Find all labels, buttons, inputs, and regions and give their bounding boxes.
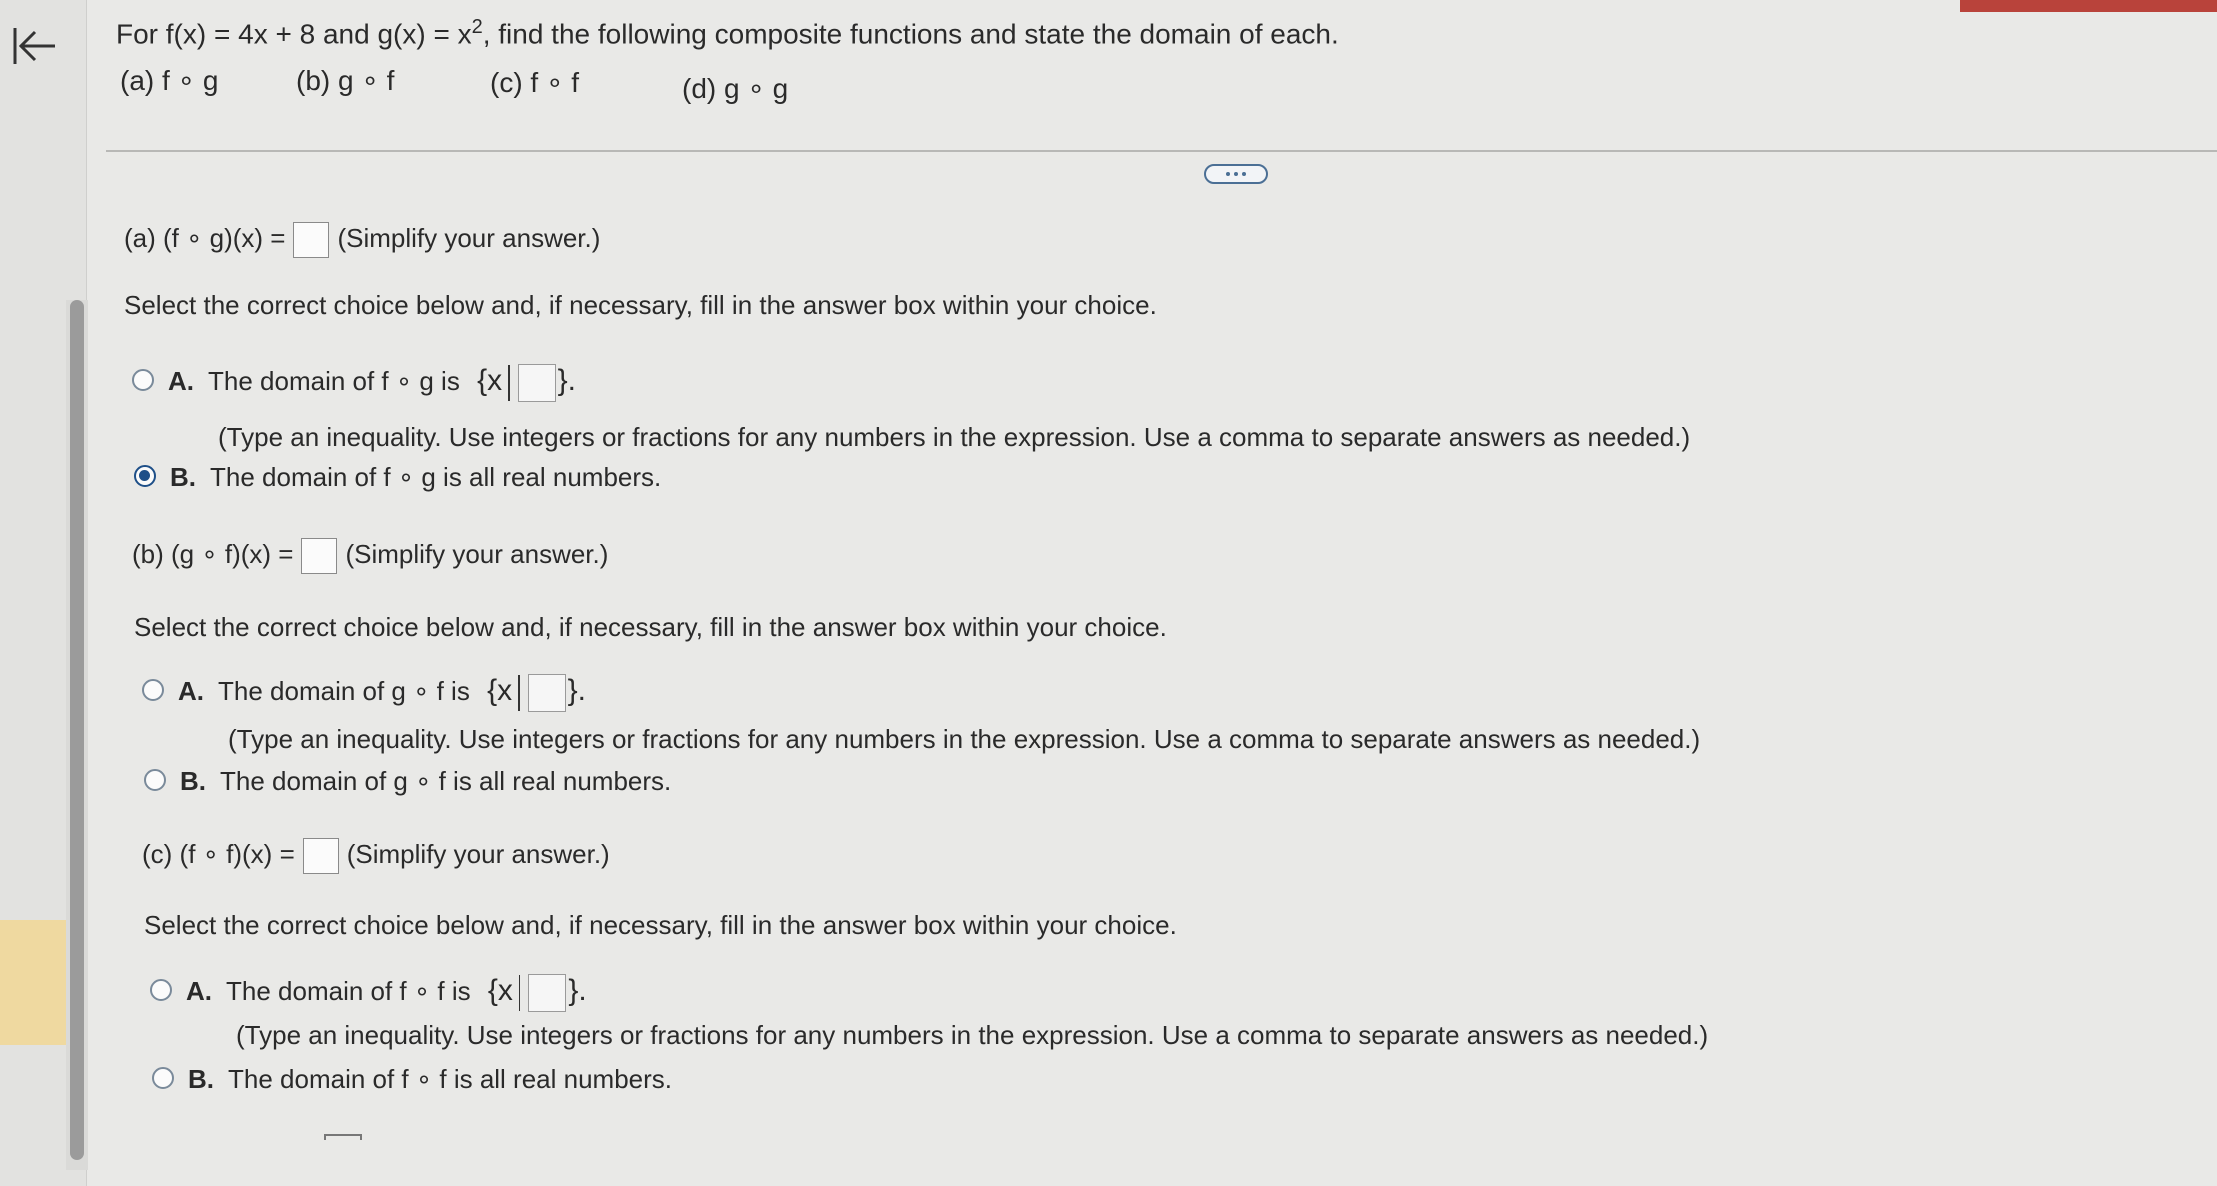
section-c-instruction: Select the correct choice below and, if necessary, fill in the answer box within your choice.	[144, 910, 1177, 940]
prompt-label: (a) (f ∘ g)(x) =	[124, 222, 286, 253]
problem-prefix: For f(x) = 4x + 8 and g(x) = x	[116, 18, 472, 50]
section-a-choice-a[interactable]	[132, 364, 576, 402]
answer-box-fof[interactable]	[303, 838, 339, 874]
set-close: }.	[568, 974, 587, 1007]
radio-b-fog[interactable]	[134, 465, 156, 487]
part-a-label: (a) f ∘ g	[120, 65, 219, 96]
section-b-note: (Type an inequality. Use integers or fractions for any numbers in the expression. Use a comma to separate answers as needed.)	[228, 724, 1701, 754]
scrollbar-thumb[interactable]	[70, 300, 84, 1160]
domain-input-fog[interactable]	[518, 364, 556, 402]
divider	[106, 150, 2217, 152]
answer-box-gof[interactable]	[301, 538, 337, 574]
dot-icon	[1234, 172, 1238, 176]
hint-text: (Simplify your answer.)	[337, 222, 601, 253]
set-close: }.	[557, 364, 576, 397]
set-bar	[518, 675, 520, 711]
section-c-choice-b[interactable]	[152, 1064, 672, 1095]
problem-statement	[116, 16, 1339, 50]
prompt-label: (c) (f ∘ f)(x) =	[142, 838, 295, 869]
section-c-prompt	[142, 838, 610, 874]
radio-a-fog[interactable]	[132, 369, 154, 391]
hint-text: (Simplify your answer.)	[346, 838, 610, 869]
domain-input-fof[interactable]	[528, 974, 566, 1012]
radio-a-gof[interactable]	[142, 679, 164, 701]
choice-letter: B.	[170, 462, 196, 492]
section-b-choice-b[interactable]	[144, 766, 671, 797]
set-open: {x	[487, 974, 513, 1007]
section-a-note: (Type an inequality. Use integers or fractions for any numbers in the expression. Use a comma to separate answers as needed.)	[218, 422, 1691, 452]
section-b-choice-a[interactable]	[142, 674, 586, 712]
set-open: {x	[477, 364, 503, 397]
section-b-prompt	[132, 538, 608, 574]
choice-letter: B.	[180, 766, 206, 796]
radio-b-fof[interactable]	[152, 1067, 174, 1089]
set-open: {x	[487, 674, 513, 707]
section-c-note: (Type an inequality. Use integers or fractions for any numbers in the expression. Use a comma to separate answers as needed.)	[236, 1020, 1709, 1050]
part-c-label: (c) f ∘ f	[490, 67, 580, 98]
dot-icon	[1226, 172, 1230, 176]
problem-suffix: , find the following composite functions and state the domain of each.	[482, 18, 1339, 50]
set-close: }.	[567, 674, 586, 707]
radio-a-fof[interactable]	[150, 979, 172, 1001]
answer-box-fog[interactable]	[293, 222, 329, 258]
top-accent-bar	[1960, 0, 2217, 12]
part-b-label: (b) g ∘ f	[296, 65, 395, 96]
set-bar	[508, 365, 510, 401]
choice-text: The domain of g ∘ f is	[218, 676, 470, 706]
section-a-choice-b[interactable]	[134, 462, 661, 493]
choice-letter: A.	[168, 366, 194, 396]
section-a-prompt	[124, 222, 600, 258]
choice-text: The domain of f ∘ g is	[208, 366, 460, 396]
more-options-button[interactable]	[1204, 164, 1268, 184]
choice-text: The domain of f ∘ f is all real numbers.	[228, 1064, 673, 1094]
choice-text: The domain of f ∘ g is all real numbers.	[210, 462, 662, 492]
arrow-left-to-bar-icon	[9, 24, 59, 68]
domain-input-gof[interactable]	[528, 674, 566, 712]
left-rail	[0, 0, 87, 1186]
choice-text: The domain of g ∘ f is all real numbers.	[220, 766, 672, 796]
section-c-choice-a[interactable]	[150, 974, 587, 1012]
prompt-label: (b) (g ∘ f)(x) =	[132, 538, 294, 569]
hint-text: (Simplify your answer.)	[345, 538, 609, 569]
section-a-instruction: Select the correct choice below and, if necessary, fill in the answer box within your choice.	[124, 290, 1157, 320]
set-bar	[519, 975, 521, 1011]
back-button[interactable]	[6, 18, 62, 74]
part-d-label: (d) g ∘ g	[682, 73, 789, 104]
choice-letter: B.	[188, 1064, 214, 1094]
radio-b-gof[interactable]	[144, 769, 166, 791]
choice-letter: A.	[178, 676, 204, 706]
choice-text: The domain of f ∘ f is	[226, 976, 471, 1006]
section-b-instruction: Select the correct choice below and, if necessary, fill in the answer box within your choice.	[134, 612, 1167, 642]
partial-answer-box	[324, 1134, 362, 1140]
choice-letter: A.	[186, 976, 212, 1006]
dot-icon	[1242, 172, 1246, 176]
problem-exponent: 2	[471, 16, 483, 38]
